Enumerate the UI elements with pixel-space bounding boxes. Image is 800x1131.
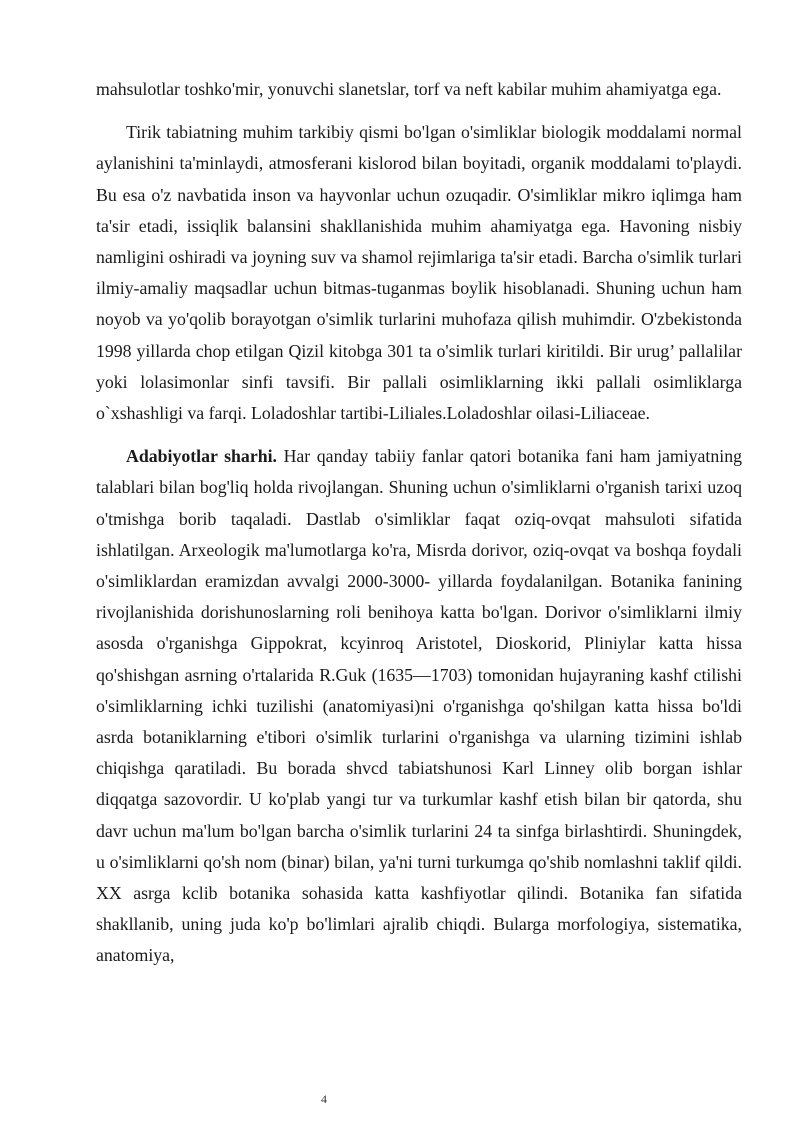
paragraph-text: Tirik tabiatning muhim tarkibiy qismi bo'lgan o'simliklar biologik moddalami normal aylanishini ta'minlaydi, atmosferani kislorod bilan boyitadi, organik moddalami to'playdi. Bu esa o'z navbatida inson va hayvonlar uchun ozuqadir. O'simliklar mikro iqlimga ham ta'sir etadi, issiqlik balansini shakllanishida muhim ahamiyatga ega. Havoning nisbiy namligini oshiradi va joyning suv va shamol rejimlariga ta'sir etadi. Barcha o'simlik turlari ilmiy-amaliy maqsadlar uchun bitmas-tuganmas boylik hisoblanadi. Shuning uchun ham noyob va yo'qolib borayotgan o'simlik turlarini muhofaza qilish muhimdir. O'zbekistonda 1998 yillarda chop etilgan Qizil kitobga 301 ta o'simlik turlari kiritildi. Bir urug’ pallalilar yoki lolasimonlar sinfi tavsifi. Bir pallali osimliklarning ikki pallali osimliklarga o`xshashligi va farqi. Loladoshlar tartibi-Liliales.Loladoshlar oilasi-Liliaceae. xyxy=(96,122,742,424)
paragraph-continuation xyxy=(96,74,742,105)
page-number: 4 xyxy=(321,1092,327,1106)
paragraph-literature-review xyxy=(96,441,742,971)
page-body xyxy=(96,74,742,972)
paragraph-text: Har qanday tabiiy fanlar qatori botanika fani ham jamiyatning talablari bilan bog'liq holda rivojlangan. Shuning uchun o'simliklarni o'rganish tarixi uzoq o'tmishga borib taqaladi. Dastlab o'simliklar faqat oziq-ovqat mahsuloti sifatida ishlatilgan. Arxeologik ma'lumotlarga ko'ra, Misrda dorivor, oziq-ovqat va boshqa foydali o'simliklardan eramizdan avvalgi 2000-3000- yillarda foydalanilgan. Botanika fanining rivojlanishida dorishunoslarning roli benihoya katta bo'lgan. Dorivor o'simliklarni ilmiy asosda o'rganishga Gippokrat, kcyinroq Aristotel, Dioskorid, Pliniylar katta hissa qo'shishgan asrning o'rtalarida R.Guk (1635—1703) tomonidan hujayraning kashf ctilishi o'simliklarning ichki tuzilishi (anatomiyasi)ni o'rganishga qo'shilgan katta hissa bo'ldi asrda botaniklarning e'tibori o'simlik turlarini o'rganishga va ularning tizimini ishlab chiqishga qaratiladi. Bu borada shvcd tabiatshunosi Karl Linney olib borgan ishlar diqqatga sazovordir. U ko'plab yangi tur va turkumlar kashf etish bilan bir qatorda, shu davr uchun ma'lum bo'lgan barcha o'simlik turlarini 24 ta sinfga birlashtirdi. Shuningdek, u o'simliklarni qo'sh nom (binar) bilan, ya'ni turni turkumga qo'shib nomlashni taklif qildi. XX asrga kclib botanika sohasida katta kashfiyotlar qilindi. Botanika fan sifatida shakllanib, uning juda ko'p bo'limlari ajralib chiqdi. Bularga morfologiya, sistematika, anatomiya, xyxy=(96,446,742,966)
paragraph-plants-importance xyxy=(96,117,742,429)
paragraph-text: mahsulotlar toshko'mir, yonuvchi slanetslar, torf va neft kabilar muhim ahamiyatga ega. xyxy=(96,79,722,99)
section-heading: Adabiyotlar sharhi. xyxy=(126,446,277,467)
